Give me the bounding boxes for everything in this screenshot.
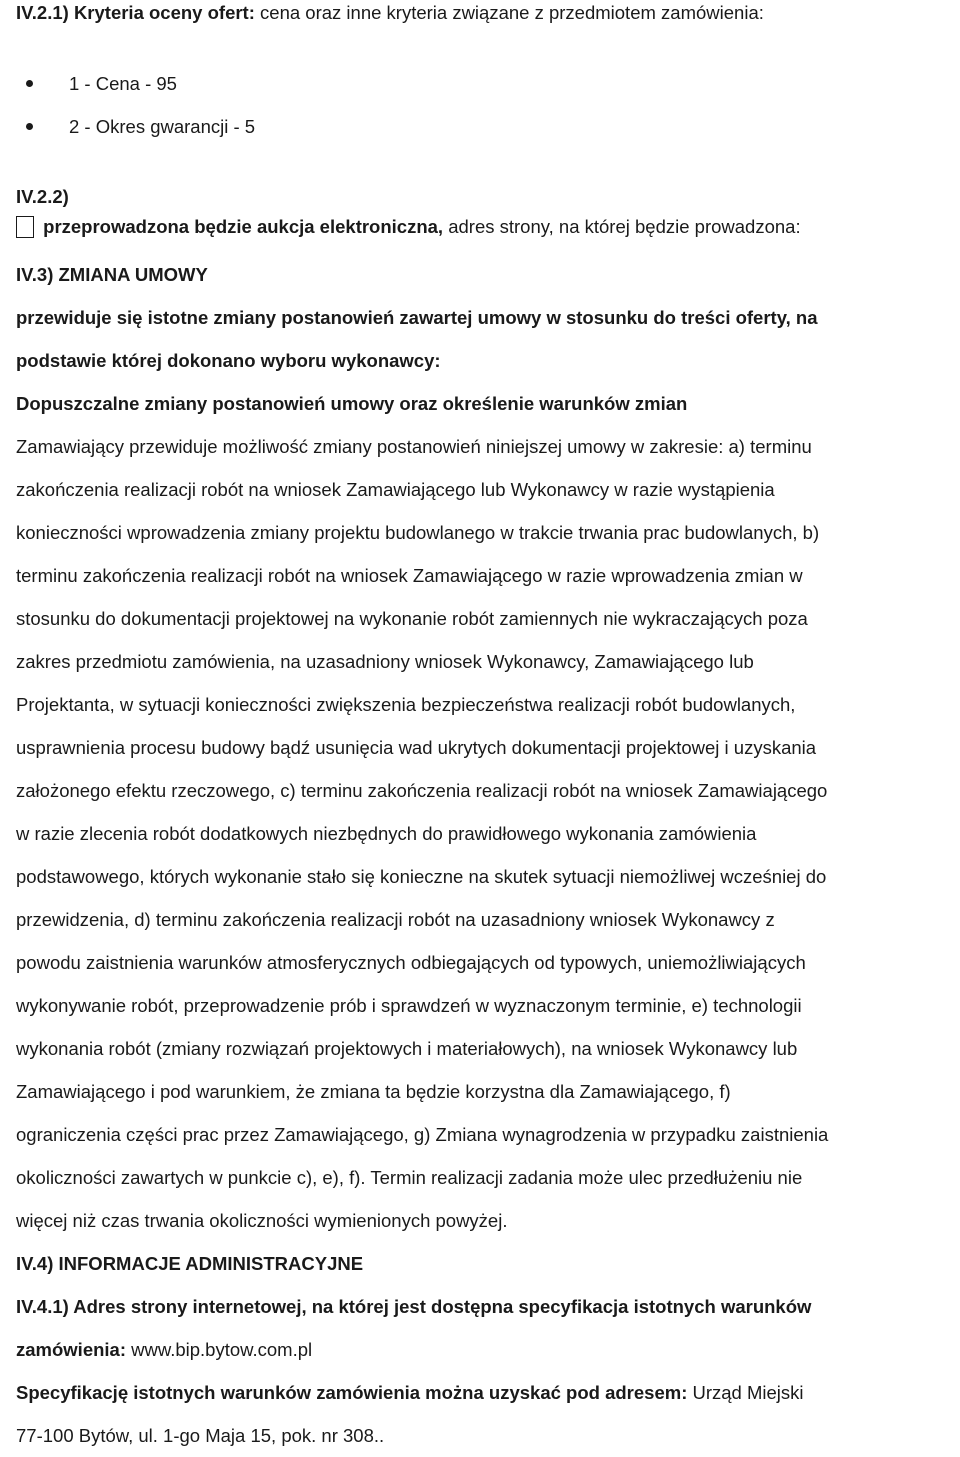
criteria-item-text: 2 - Okres gwarancji - 5 (69, 116, 256, 137)
auction-row (16, 212, 801, 242)
amendment-body-line: założonego efektu rzeczowego, c) terminu zakończenia realizacji robót na wniosek Zamawiającego (16, 780, 828, 801)
spec-address-label: Specyfikację istotnych warunków zamówienia można uzyskać pod adresem: (16, 1382, 688, 1403)
criteria-heading-text: cena oraz inne kryteria związane z przedmiotem zamówienia: (254, 2, 764, 23)
criteria-item (16, 105, 255, 148)
amendment-body-line: stosunku do dokumentacji projektowej na wykonanie robót zamiennych nie wykraczających poza (16, 608, 808, 629)
spec-address-line2: 77-100 Bytów, ul. 1-go Maja 15, pok. nr 308.. (16, 1425, 385, 1446)
amendment-body-line: usprawnienia procesu budowy bądź usunięcia wad ukrytych dokumentacji projektowej i uzyskania (16, 737, 817, 758)
auction-checkbox[interactable] (16, 216, 34, 238)
spec-url-heading: IV.4.1) Adres strony internetowej, na której jest dostępna specyfikacja istotnych warunków (16, 1296, 812, 1317)
auction-label-rest: adres strony, na której będzie prowadzona: (443, 216, 801, 237)
spec-address-value: Urząd Miejski (687, 1382, 804, 1403)
amendment-body-line: powodu zaistnienia warunków atmosferycznych odbiegających od typowych, uniemożliwiających (16, 952, 806, 973)
spec-address-row (16, 1371, 828, 1414)
amendment-body-line: Projektanta, w sytuacji konieczności zwiększenia bezpieczeństwa realizacji robót budowlanych, (16, 694, 796, 715)
amendment-body-line: wykonania robót (zmiany rozwiązań projektowych i materiałowych), na wniosek Wykonawcy lub (16, 1038, 798, 1059)
amendment-body-line: zakończenia realizacji robót na wniosek Zamawiającego lub Wykonawcy w razie wystąpienia (16, 479, 775, 500)
bullet-icon (26, 80, 33, 87)
amendment-body-line: okoliczności zawartych w punkcie c), e), f). Termin realizacji zadania może ulec przedłużeniu nie (16, 1167, 803, 1188)
amendment-body-line: wykonywanie robót, przeprowadzenie prób i sprawdzeń w wyznaczonym terminie, e) technologii (16, 995, 802, 1016)
amendment-body-line: ograniczenia części prac przez Zamawiającego, g) Zmiana wynagrodzenia w przypadku zaistnienia (16, 1124, 829, 1145)
amendment-body-line: przewidzenia, d) terminu zakończenia realizacji robót na uzasadniony wniosek Wykonawcy z (16, 909, 775, 930)
spec-url-link[interactable]: www.bip.bytow.com.pl (126, 1339, 313, 1360)
amendment-body-line: więcej niż czas trwania okoliczności wymienionych powyżej. (16, 1210, 508, 1231)
amendment-body-line: w razie zlecenia robót dodatkowych niezbędnych do prawidłowego wykonania zamówienia (16, 823, 757, 844)
amendment-body-line: Zamawiający przewiduje możliwość zmiany postanowień niniejszej umowy w zakresie: a) terminu (16, 436, 812, 457)
amendment-intro-line: Dopuszczalne zmiany postanowień umowy oraz określenie warunków zmian (16, 393, 688, 414)
criteria-item (16, 62, 255, 105)
spec-url-row (16, 1328, 828, 1371)
amendment-body-line: podstawowego, których wykonanie stało się konieczne na skutek sytuacji niemożliwej wcześniej do (16, 866, 827, 887)
amendment-body-line: zakres przedmiotu zamówienia, na uzasadniony wniosek Wykonawcy, Zamawiającego lub (16, 651, 754, 672)
amendment-heading: IV.3) ZMIANA UMOWY (16, 264, 208, 285)
auction-label: przeprowadzona będzie aukcja elektroniczna, (43, 216, 444, 237)
bullet-icon (26, 123, 33, 130)
spec-url-label: zamówienia: (16, 1339, 126, 1360)
criteria-item-text: 1 - Cena - 95 (69, 73, 177, 94)
amendment-body-line: terminu zakończenia realizacji robót na wniosek Zamawiającego w razie wprowadzenia zmian w (16, 565, 803, 586)
amendment-body-line: Zamawiającego i pod warunkiem, że zmiana ta będzie korzystna dla Zamawiającego, f) (16, 1081, 731, 1102)
admin-heading: IV.4) INFORMACJE ADMINISTRACYJNE (16, 1253, 364, 1274)
amendment-intro-line: podstawie której dokonano wyboru wykonawcy: (16, 350, 441, 371)
criteria-heading-label: IV.2.1) Kryteria oceny ofert: (16, 2, 255, 23)
amendment-body-line: konieczności wprowadzenia zmiany projektu budowlanego w trakcie trwania prac budowlanych, b) (16, 522, 820, 543)
amendment-section (16, 253, 828, 1457)
criteria-heading (16, 0, 764, 26)
auction-heading: IV.2.2) (16, 186, 69, 207)
amendment-intro-line: przewiduje się istotne zmiany postanowień zawartej umowy w stosunku do treści oferty, na (16, 307, 818, 328)
criteria-list (16, 62, 255, 148)
